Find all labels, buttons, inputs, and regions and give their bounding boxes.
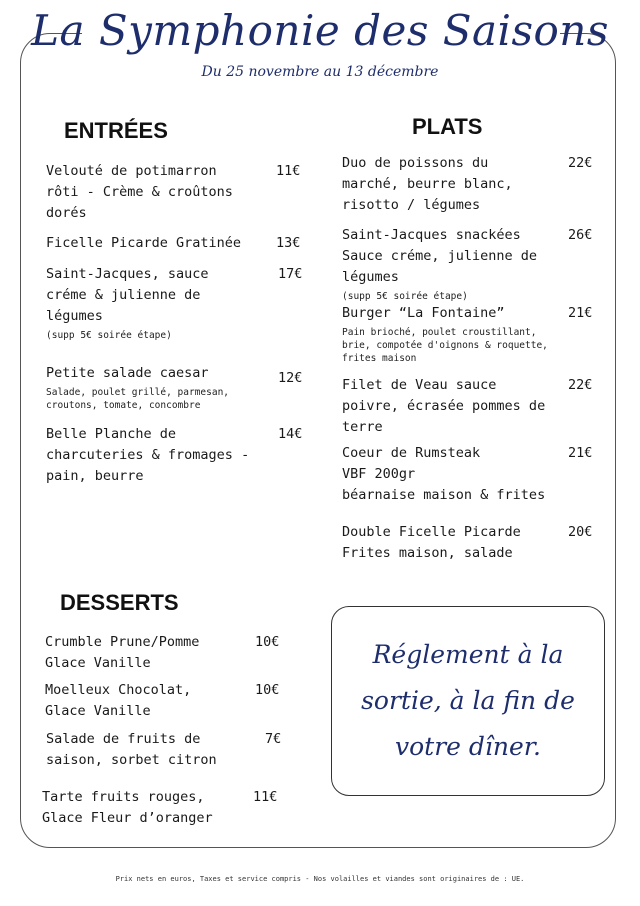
item-price: 26€ [568,227,593,243]
item-name: Moelleux Chocolat, Glace Vanille [45,682,192,719]
menu-title: La Symphonie des Saisons [31,6,609,55]
plat-item [342,153,600,216]
item-name: Duo de poissons du marché, beurre blanc, risotto / légumes [342,155,513,213]
item-name: Ficelle Picarde Gratinée [46,235,242,251]
item-price: 11€ [276,163,301,179]
item-description: Pain brioché, poulet croustillant, brie, compotée d'oignons & roquette, frites maison [342,327,548,364]
item-price: 7€ [265,731,282,747]
dessert-item [42,787,282,829]
desserts-heading: DESSERTS [60,590,179,615]
item-price: 14€ [278,426,303,442]
entree-item [46,363,308,412]
item-name: Double Ficelle Picarde Frites maison, salade [342,524,521,561]
item-name: Filet de Veau sauce poivre, écrasée pommes de terre [342,377,546,435]
item-name: Petite salade caesar [46,365,209,381]
item-price: 17€ [278,266,303,282]
entree-item [46,264,308,342]
entree-item [46,424,308,487]
item-price: 10€ [255,682,280,698]
item-name: Crumble Prune/Pomme Glace Vanille [45,634,200,671]
dessert-item [46,729,286,771]
item-price: 11€ [253,789,278,805]
payment-notice: Réglement à la sortie, à la fin de votre dîner. [361,640,575,761]
item-name: Velouté de potimarron rôti - Crème & croûtons dorés [46,163,233,221]
item-description: (supp 5€ soirée étape) [46,330,172,341]
payment-notice-box [331,606,605,796]
plat-item [342,225,600,303]
item-name: Tarte fruits rouges, Glace Fleur d’oranger [42,789,213,826]
entree-item [46,161,308,224]
item-price: 21€ [568,445,593,461]
item-price: 10€ [255,634,280,650]
item-name: Belle Planche de charcuteries & fromages - pain, beurre [46,426,250,484]
item-price: 13€ [276,235,301,251]
item-description: Salade, poulet grillé, parmesan, croutons, tomate, concombre [46,387,230,411]
footer-note: Prix nets en euros, Taxes et service compris - Nos volailles et viandes sont originaires de : UE. [115,875,525,883]
item-name: Coeur de Rumsteak VBF 200gr béarnaise maison & frites [342,445,546,503]
plat-item [342,522,600,564]
item-name: Burger “La Fontaine” [342,305,505,321]
item-name: Saint-Jacques snackées Sauce créme, julienne de légumes [342,227,538,285]
plat-item [342,443,600,506]
item-price: 21€ [568,305,593,321]
item-name: Saint-Jacques, sauce créme & julienne de légumes [46,266,209,324]
menu-dates: Du 25 novembre au 13 décembre [201,64,439,80]
item-name: Salade de fruits de saison, sorbet citron [46,731,217,768]
plats-heading: PLATS [412,114,483,139]
dessert-item [45,632,285,674]
item-price: 12€ [278,370,303,386]
dessert-item [45,680,285,722]
entree-item [46,233,308,254]
item-description: (supp 5€ soirée étape) [342,291,468,302]
plat-item [342,303,600,365]
plat-item [342,375,600,438]
item-price: 20€ [568,524,593,540]
entrees-heading: ENTRÉES [64,118,168,143]
item-price: 22€ [568,155,593,171]
item-price: 22€ [568,377,593,393]
